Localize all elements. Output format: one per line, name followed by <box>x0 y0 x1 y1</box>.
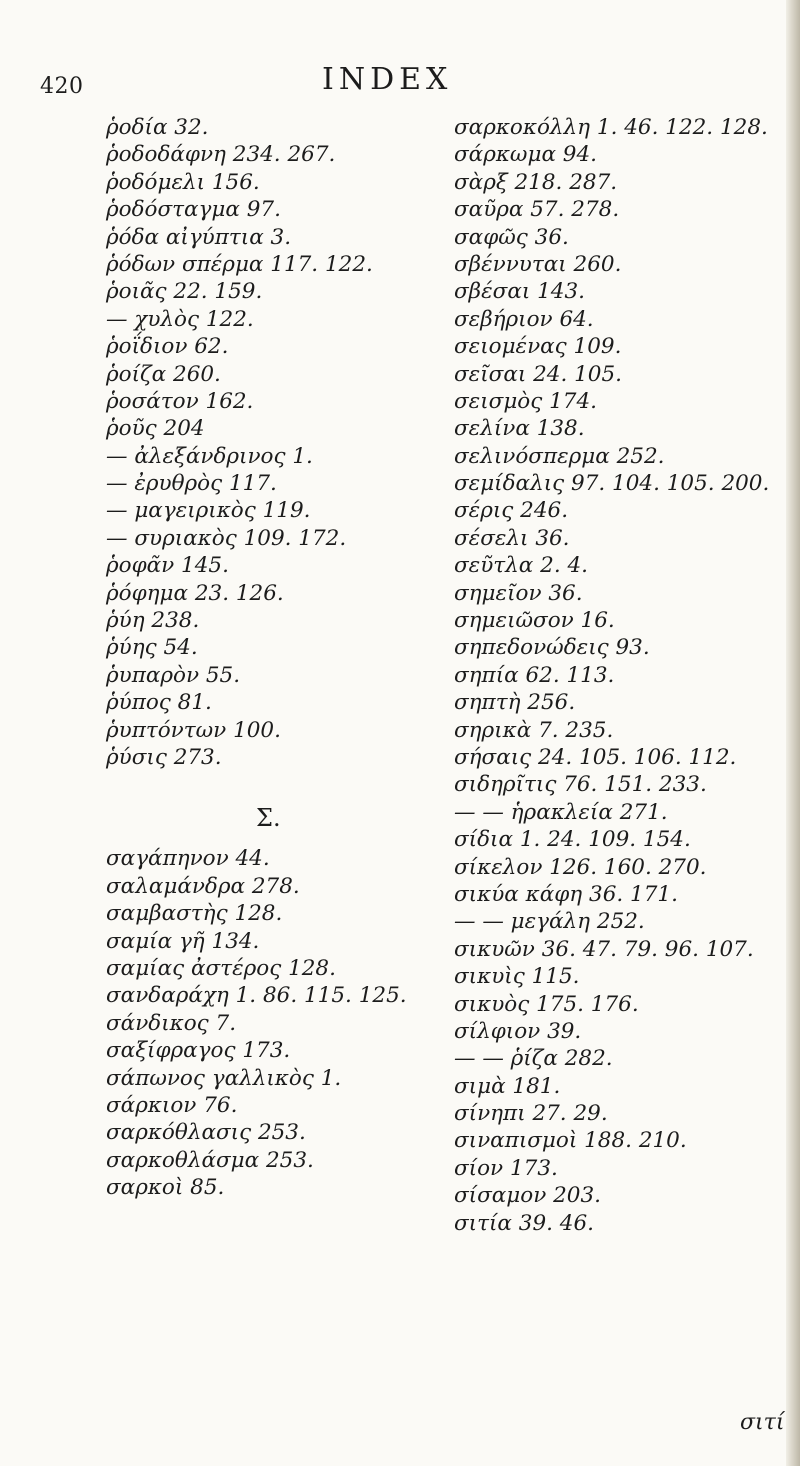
index-list-rho <box>106 114 446 771</box>
page-number: 420 <box>40 74 84 99</box>
index-entry: ῥύσις 273. <box>106 744 222 770</box>
index-entry: ῥόδα αἰγύπτια 3. <box>106 224 292 250</box>
index-entry: σίνηπι 27. 29. <box>454 1101 608 1127</box>
index-entry: σημεῖον 36. <box>454 580 583 606</box>
index-entry: σεῦτλα 2. 4. <box>454 553 589 579</box>
index-column-right <box>454 114 788 1237</box>
index-entry: σίλφιον 39. <box>454 1018 582 1044</box>
index-entry: σάνδικος 7. <box>106 1010 237 1036</box>
index-entry: σιδηρῖτις 76. 151. 233. <box>454 772 707 798</box>
index-entry: ῥοιᾶς 22. 159. <box>106 279 263 305</box>
index-entry: ῥόφημα 23. 126. <box>106 580 284 606</box>
index-entry: σίον 173. <box>454 1155 558 1181</box>
index-entry: — συριακὸς 109. 172. <box>106 525 347 551</box>
index-entry: σήσαις 24. 105. 106. 112. <box>454 744 737 770</box>
index-entry: — μαγειρικὸς 119. <box>106 498 311 524</box>
index-entry: ῥοΐδιον 62. <box>106 334 229 360</box>
index-entry: σιμὰ 181. <box>454 1073 561 1099</box>
index-entry: σεμίδαλις 97. 104. 105. 200. <box>454 471 770 497</box>
index-column-left <box>106 114 446 1201</box>
catchword: σιτί <box>740 1410 785 1435</box>
index-entry: ῥόδων σπέρμα 117. 122. <box>106 251 373 277</box>
index-entry: σικυὸς 175. 176. <box>454 991 639 1017</box>
index-entry: σανδαράχη 1. 86. 115. 125. <box>106 983 407 1009</box>
index-entry: σβέννυται 260. <box>454 251 622 277</box>
index-entry: ῥυπτόντων 100. <box>106 717 281 743</box>
index-entry: σεισμὸς 174. <box>454 388 597 414</box>
index-entry: ῥοίζα 260. <box>106 361 221 387</box>
index-entry: ῥύη 238. <box>106 608 200 634</box>
section-letter-sigma: Σ. <box>256 804 281 833</box>
index-entry: ῥοῦς 204 <box>106 416 205 442</box>
index-entry: σαρκοθλάσμα 253. <box>106 1147 314 1173</box>
index-entry: ῥύπος 81. <box>106 690 212 716</box>
index-entry: σικυὶς 115. <box>454 964 580 990</box>
index-entry: σελίνα 138. <box>454 416 585 442</box>
index-entry: σηπτὴ 256. <box>454 690 576 716</box>
index-entry: σελινόσπερμα 252. <box>454 443 665 469</box>
index-entry: σαμίας ἀστέρος 128. <box>106 955 336 981</box>
index-entry: σηρικὰ 7. 235. <box>454 717 614 743</box>
running-head: INDEX <box>322 62 453 97</box>
index-entry: σάρκιον 76. <box>106 1092 238 1118</box>
index-entry: σβέσαι 143. <box>454 279 585 305</box>
index-entry: — ἀλεξάνδρινος 1. <box>106 443 313 469</box>
index-list-sigma-left <box>106 845 446 1201</box>
index-entry: σέσελι 36. <box>454 525 570 551</box>
index-entry: ῥύης 54. <box>106 635 198 661</box>
index-entry: σαμβαστὴς 128. <box>106 901 283 927</box>
index-entry: σικυῶν 36. 47. 79. 96. 107. <box>454 936 754 962</box>
index-entry: ῥοδόσταγμα 97. <box>106 197 281 223</box>
index-entry: σαῦρα 57. 278. <box>454 197 620 223</box>
index-entry: σαξίφραγος 173. <box>106 1038 291 1064</box>
index-entry: σαμία γῆ 134. <box>106 928 260 954</box>
index-entry: — χυλὸς 122. <box>106 306 254 332</box>
index-entry: σέρις 246. <box>454 498 569 524</box>
index-entry: σίκελον 126. 160. 270. <box>454 854 707 880</box>
index-entry: σαρκόθλασις 253. <box>106 1120 306 1146</box>
index-entry: σηπεδονώδεις 93. <box>454 635 650 661</box>
index-entry: σαλαμάνδρα 278. <box>106 873 300 899</box>
index-entry: σημειῶσον 16. <box>454 608 615 634</box>
index-entry: σεῖσαι 24. 105. <box>454 361 623 387</box>
index-entry: — ἐρυθρὸς 117. <box>106 471 277 497</box>
index-entry: ῥοδοδάφνη 234. 267. <box>106 142 336 168</box>
index-entry: σάπωνος γαλλικὸς 1. <box>106 1065 342 1091</box>
index-entry: σεβήριον 64. <box>454 306 594 332</box>
index-entry: σιναπισμοὶ 188. 210. <box>454 1128 687 1154</box>
index-entry: σικύα κάφη 36. 171. <box>454 881 678 907</box>
index-entry: σηπία 62. 113. <box>454 662 615 688</box>
index-entry: σαρκοὶ 85. <box>106 1175 225 1201</box>
index-entry: — — ῥίζα 282. <box>454 1046 613 1072</box>
index-entry: σίσαμον 203. <box>454 1183 601 1209</box>
index-entry: ῥοφᾶν 145. <box>106 553 229 579</box>
index-entry: ῥυπαρὸν 55. <box>106 662 241 688</box>
index-entry: σαγάπηνον 44. <box>106 846 270 872</box>
index-entry: σιτία 39. 46. <box>454 1210 595 1236</box>
index-entry: σίδια 1. 24. 109. 154. <box>454 827 691 853</box>
index-list-sigma-right <box>454 114 788 1237</box>
index-entry: σαρκοκόλλη 1. 46. 122. 128. <box>454 115 768 140</box>
index-entry: ῥοσάτον 162. <box>106 388 254 414</box>
index-entry: σαφῶς 36. <box>454 224 569 250</box>
index-entry: ῥοδία 32. <box>106 115 209 140</box>
page-binding-edge <box>786 0 800 1466</box>
index-entry: ῥοδόμελι 156. <box>106 169 260 195</box>
index-entry: σειομένας 109. <box>454 334 622 360</box>
index-entry: σὰρξ 218. 287. <box>454 169 618 195</box>
index-entry: σάρκωμα 94. <box>454 142 597 168</box>
index-entry: — — ἡρακλεία 271. <box>454 799 668 825</box>
index-entry: — — μεγάλη 252. <box>454 909 645 935</box>
